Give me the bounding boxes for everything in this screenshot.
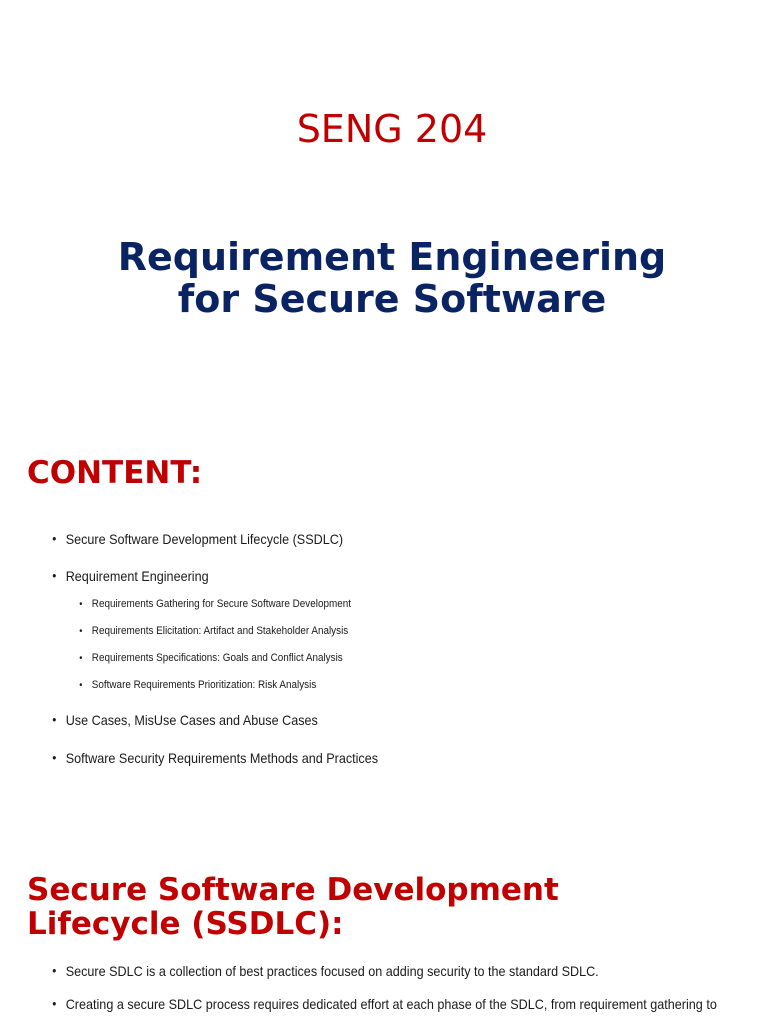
content-list [0,749,420,767]
content-item-use-cases: • Use Cases, MisUse Cases and Abuse Cases [0,711,318,729]
content-item-requirement-engineering: • Requirement Engineering [0,567,209,585]
content-sublist [0,651,381,666]
content-list [0,530,381,548]
content-subitem-gathering: • Requirements Gathering for Secure Software Development [0,597,351,612]
ssdlc-heading [27,873,559,941]
content-sublist [0,624,387,639]
content-list [0,567,232,585]
ssdlc-item-collection: • Secure SDLC is a collection of best practices focused on adding security to the standard SDLC. [0,962,599,980]
ssdlc-list [0,995,768,1013]
content-item-ssdlc: • Secure Software Development Lifecycle (SSDLC) [0,530,343,548]
ssdlc-item-effort: • Creating a secure SDLC process requires dedicated effort at each phase of the SDLC, from requirement gathering to [0,995,717,1013]
ssdlc-heading-line-2: Lifecycle (SSDLC): [27,906,344,942]
document-title-line-2: for Secure Software [177,277,607,321]
content-item-security-methods: • Software Security Requirements Methods and Practices [0,749,378,767]
ssdlc-heading-line-1: Secure Software Development [27,872,559,908]
document-title-line-1: Requirement Engineering [117,235,667,279]
course-code: SENG 204 [296,107,488,151]
content-subitem-elicitation: • Requirements Elicitation: Artifact and Stakeholder Analysis [0,624,348,639]
content-sublist [0,678,351,693]
content-subitem-prioritization: • Software Requirements Prioritization: Risk Analysis [0,678,316,693]
document-title [0,236,768,320]
content-list [0,711,353,729]
content-heading: CONTENT: [27,455,203,491]
content-subitem-specifications: • Requirements Specifications: Goals and Conflict Analysis [0,651,343,666]
ssdlc-list [0,962,665,980]
content-sublist [0,597,390,612]
